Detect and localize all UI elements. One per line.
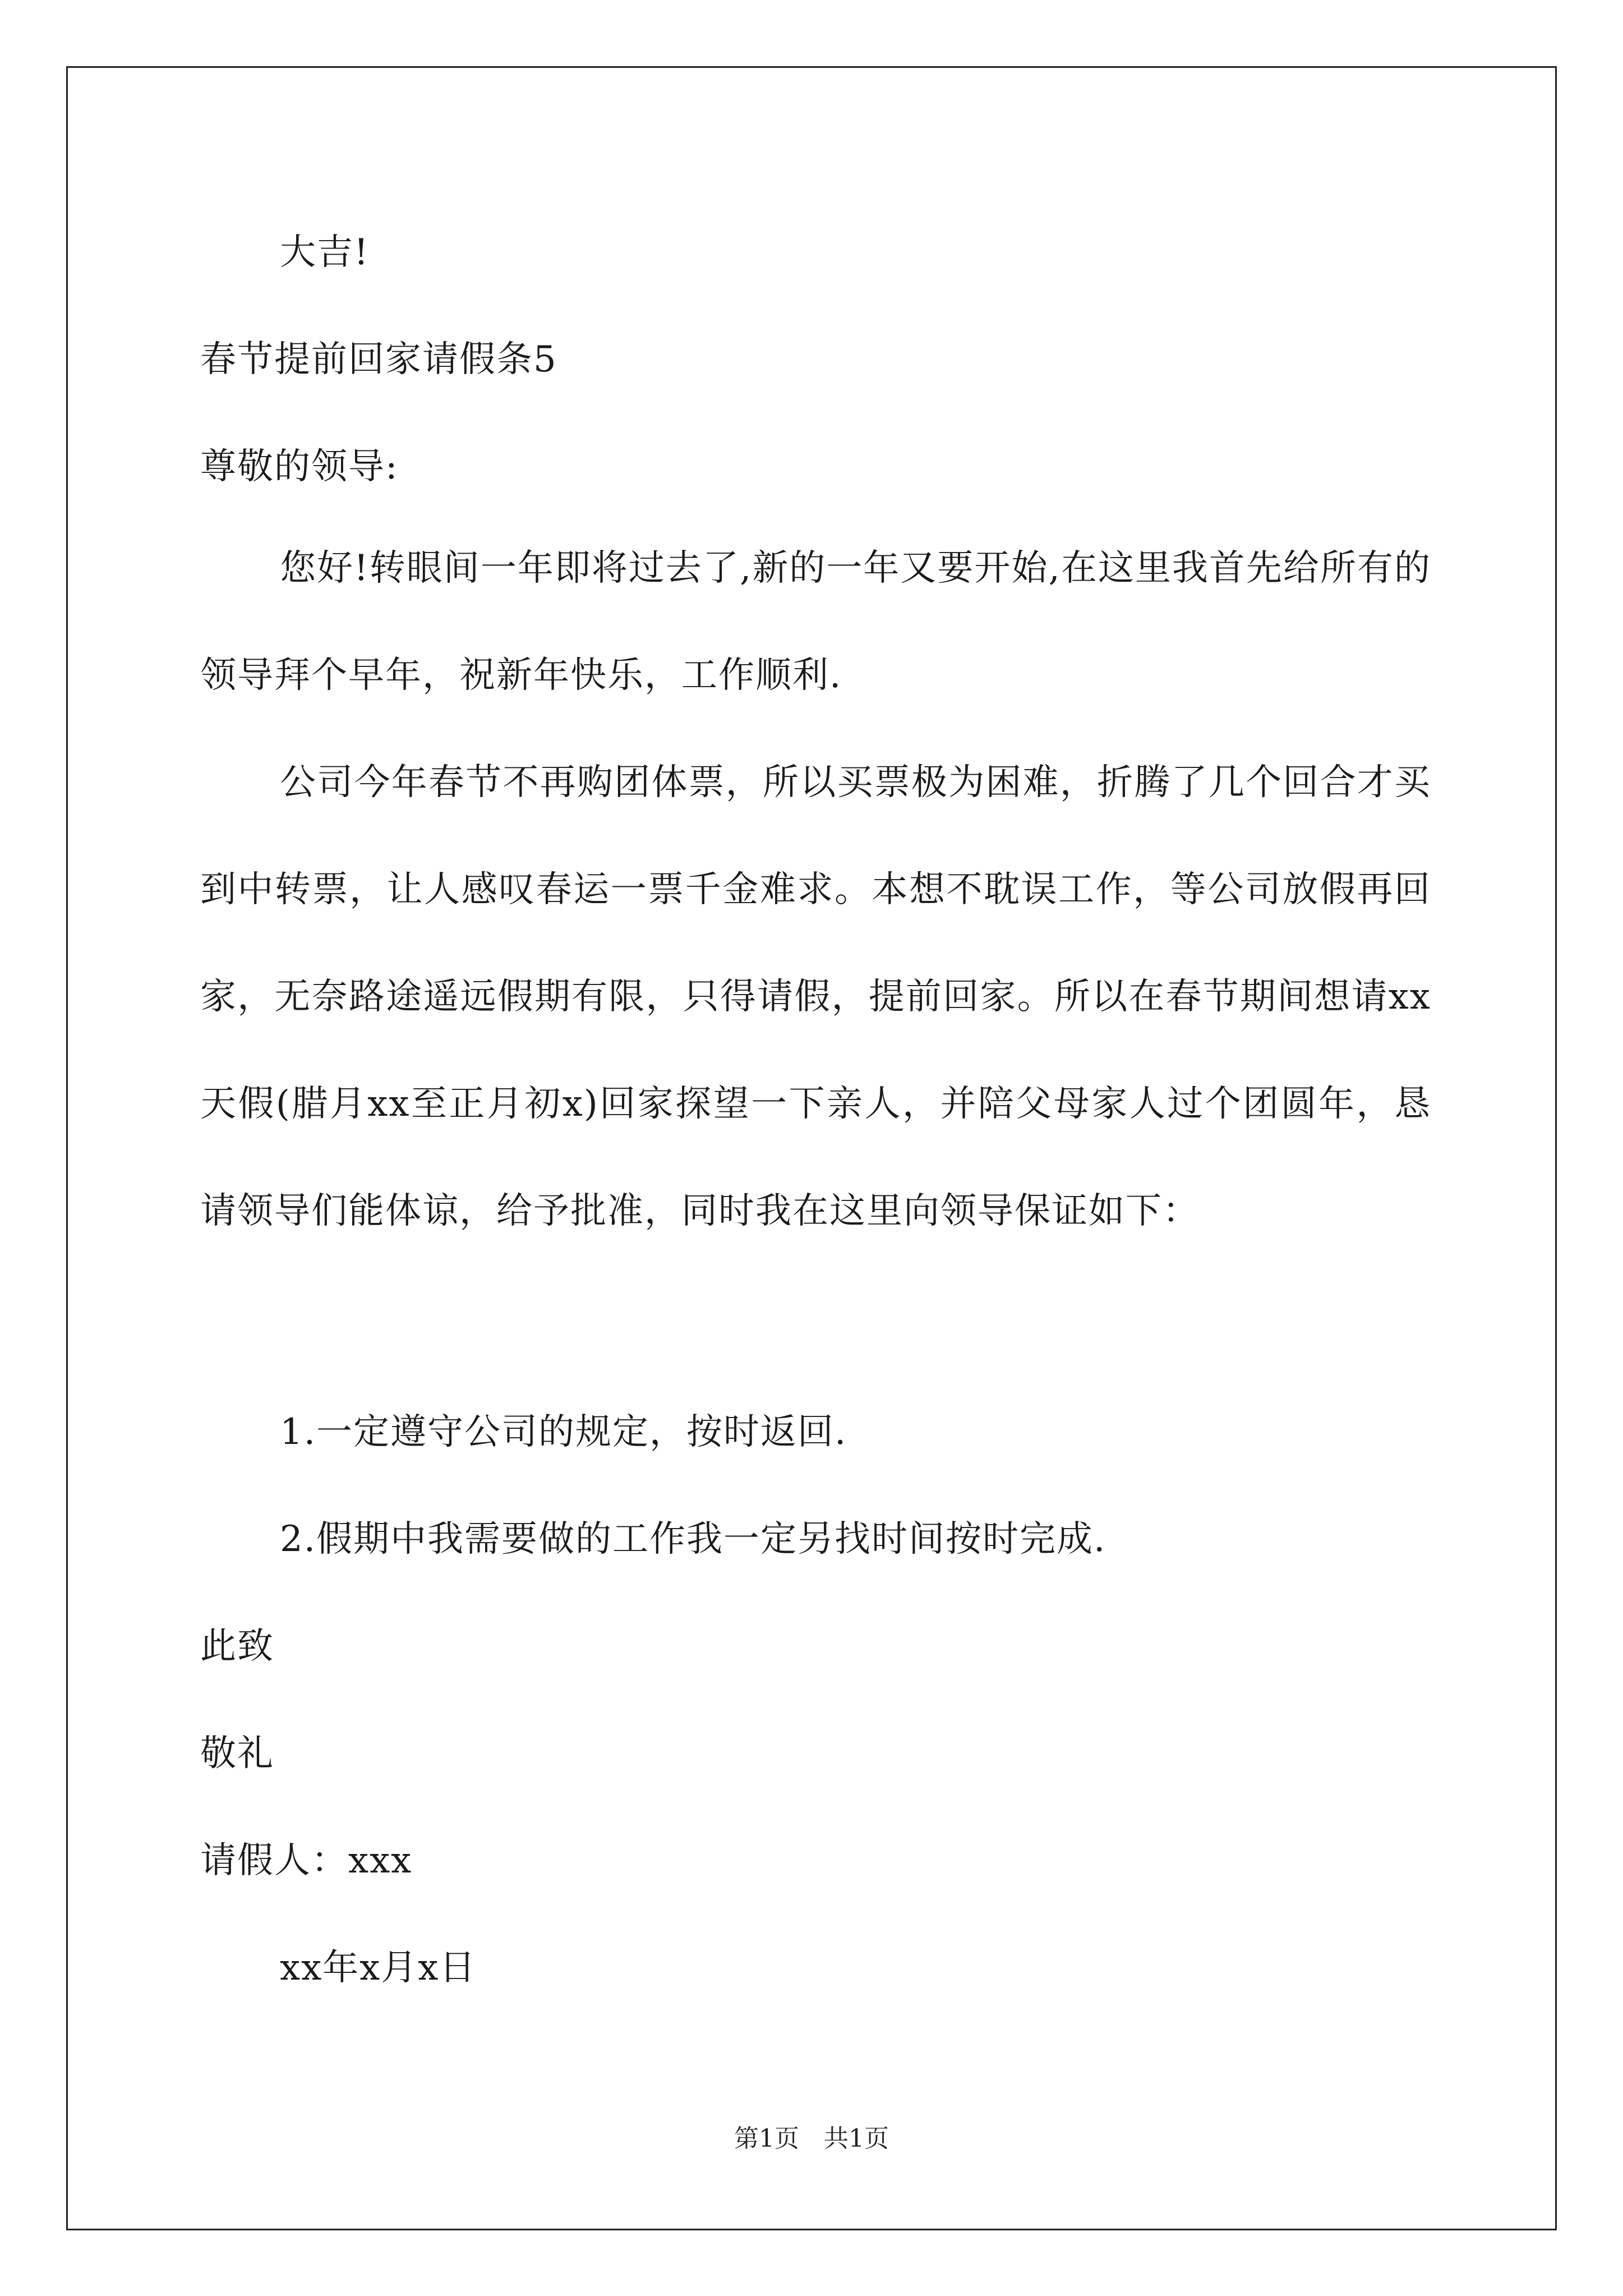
- page-footer: 第1页 共1页: [734, 2124, 889, 2153]
- paragraph-greeting: 您好!转眼间一年即将过去了,新的一年又要开始,在这里我首先给所有的领导拜个早年，祝新年快乐，工作顺利.: [200, 547, 1431, 696]
- paragraph-main: 公司今年春节不再购团体票，所以买票极为困难，折腾了几个回合才买到中转票，让人感叹春运一票千金难求。本想不耽误工作，等公司放假再回家，无奈路途遥远假期有限，只得请假，提前回家。所以在春节期间想请xx天假(腊月xx至正月初x)回家探望一下亲人，并陪父母家人过个团圆年，恳请领导们能体谅，给予批准，同时我在这里向领导保证如下：: [200, 762, 1431, 1232]
- applicant-signature: 请假人：xxx: [200, 1840, 413, 1881]
- salutation: 尊敬的领导:: [200, 446, 399, 487]
- document-date: xx年x月x日: [280, 1947, 477, 1989]
- closing-line-1: 此致: [200, 1626, 274, 1667]
- promise-item-1: 1.一定遵守公司的规定，按时返回.: [280, 1411, 847, 1453]
- closing-greeting: 大吉!: [280, 232, 370, 273]
- closing-line-2: 敬礼: [200, 1733, 274, 1774]
- promise-item-2: 2.假期中我需要做的工作我一定另找时间按时完成.: [280, 1519, 1106, 1560]
- document-title: 春节提前回家请假条5: [200, 339, 557, 380]
